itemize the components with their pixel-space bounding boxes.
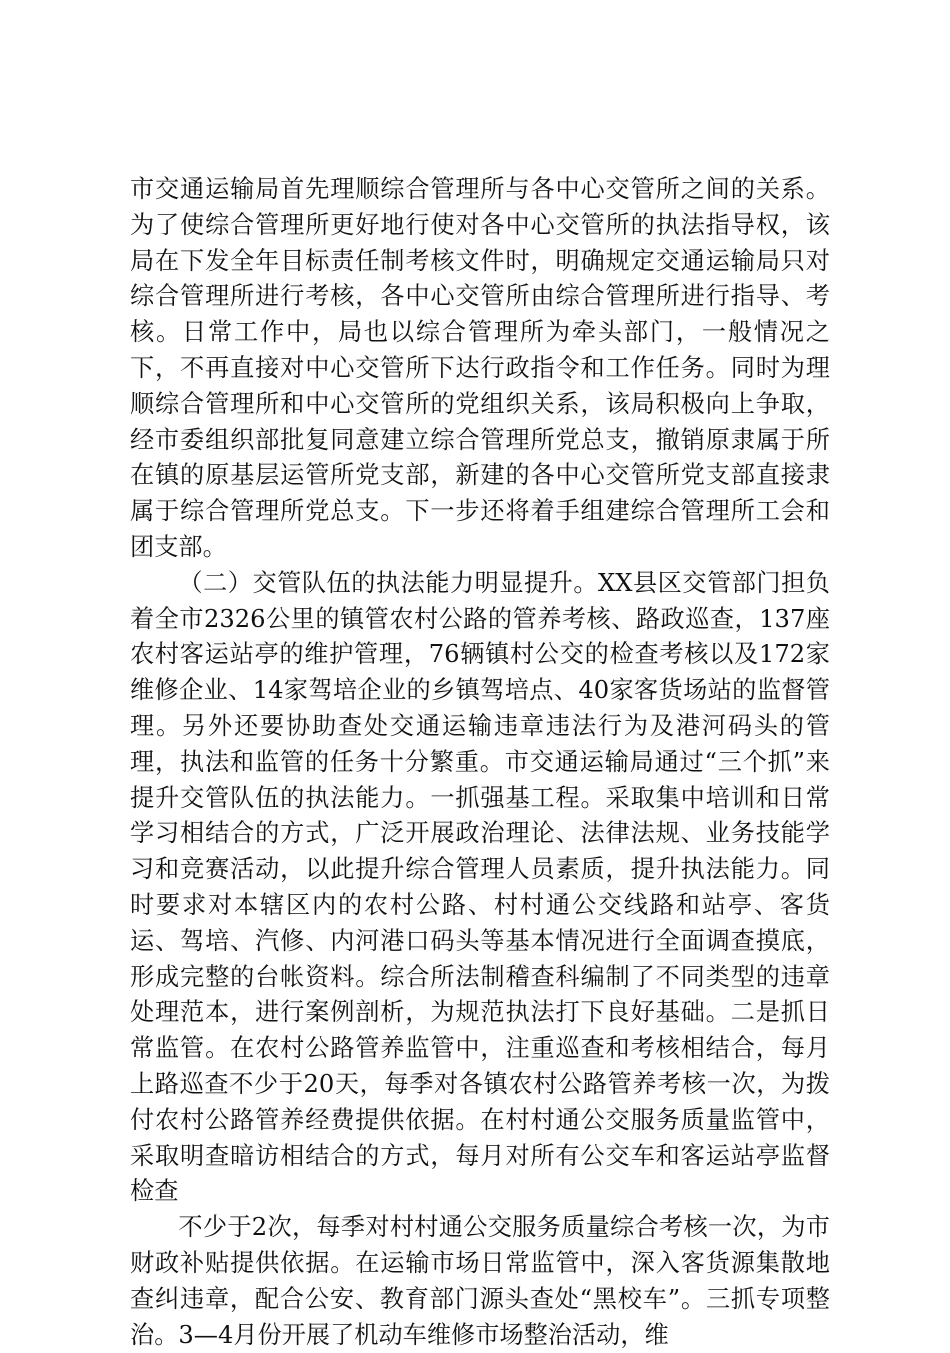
paragraph-management-relations: 市交通运输局首先理顺综合管理所与各中心交管所之间的关系。为了使综合管理所更好地行使对各中心交管所的执法指导权，该局在下发全年目标责任制考核文件时，明确规定交通运输局只对综合管理所进行考核，各中心交管所由综合管理所进行指导、考核。日常工作中，局也以综合管理所为牵头部门，一般情况之下，不再直接对中心交管所下达行政指令和工作任务。同时为理顺综合管理所和中心交管所的党组织关系，该局积极向上争取，经市委组织部批复同意建立综合管理所党总支，撤销原隶属于所在镇的原基层运管所党支部，新建的各中心交管所党支部直接隶属于综合管理所党总支。下一步还将着手组建综合管理所工会和团支部。 [130, 175, 830, 561]
paragraph-continuation: 不少于2次，每季对村村通公交服务质量综合考核一次，为市财政补贴提供依据。在运输市场日常监管中，深入客货源集散地查纠违章，配合公安、教育部门源头查处“黑校车”。三抓专项整治。3—4月份开展了机动车维修市场整治活动，维 [130, 1213, 830, 1349]
document-body [130, 172, 830, 1353]
paragraph-enforcement-capacity: （二）交管队伍的执法能力明显提升。XX县区交管部门担负着全市2326公里的镇管农村公路的管养考核、路政巡查，137座农村客运站亭的维护管理，76辆镇村公交的检查考核以及172家维修企业、14家驾培企业的乡镇驾培点、40家客货场站的监督管理。另外还要协助查处交通运输违章违法行为及港河码头的管理，执法和监管的任务十分繁重。市交通运输局通过“三个抓”来提升交管队伍的执法能力。一抓强基工程。采取集中培训和日常学习相结合的方式，广泛开展政治理论、法律法规、业务技能学习和竞赛活动，以此提升综合管理人员素质，提升执法能力。同时要求对本辖区内的农村公路、村村通公交线路和站亭、客货运、驾培、汽修、内河港口码头等基本情况进行全面调查摸底，形成完整的台帐资料。综合所法制稽查科编制了不同类型的违章处理范本，进行案例剖析，为规范执法打下良好基础。二是抓日常监管。在农村公路管养监管中，注重巡查和考核相结合，每月上路巡查不少于20天，每季对各镇农村公路管养考核一次，为拨付农村公路管养经费提供依据。在村村通公交服务质量监管中，采取明查暗访相结合的方式，每月对所有公交车和客运站亭监督检查 [130, 568, 830, 1206]
